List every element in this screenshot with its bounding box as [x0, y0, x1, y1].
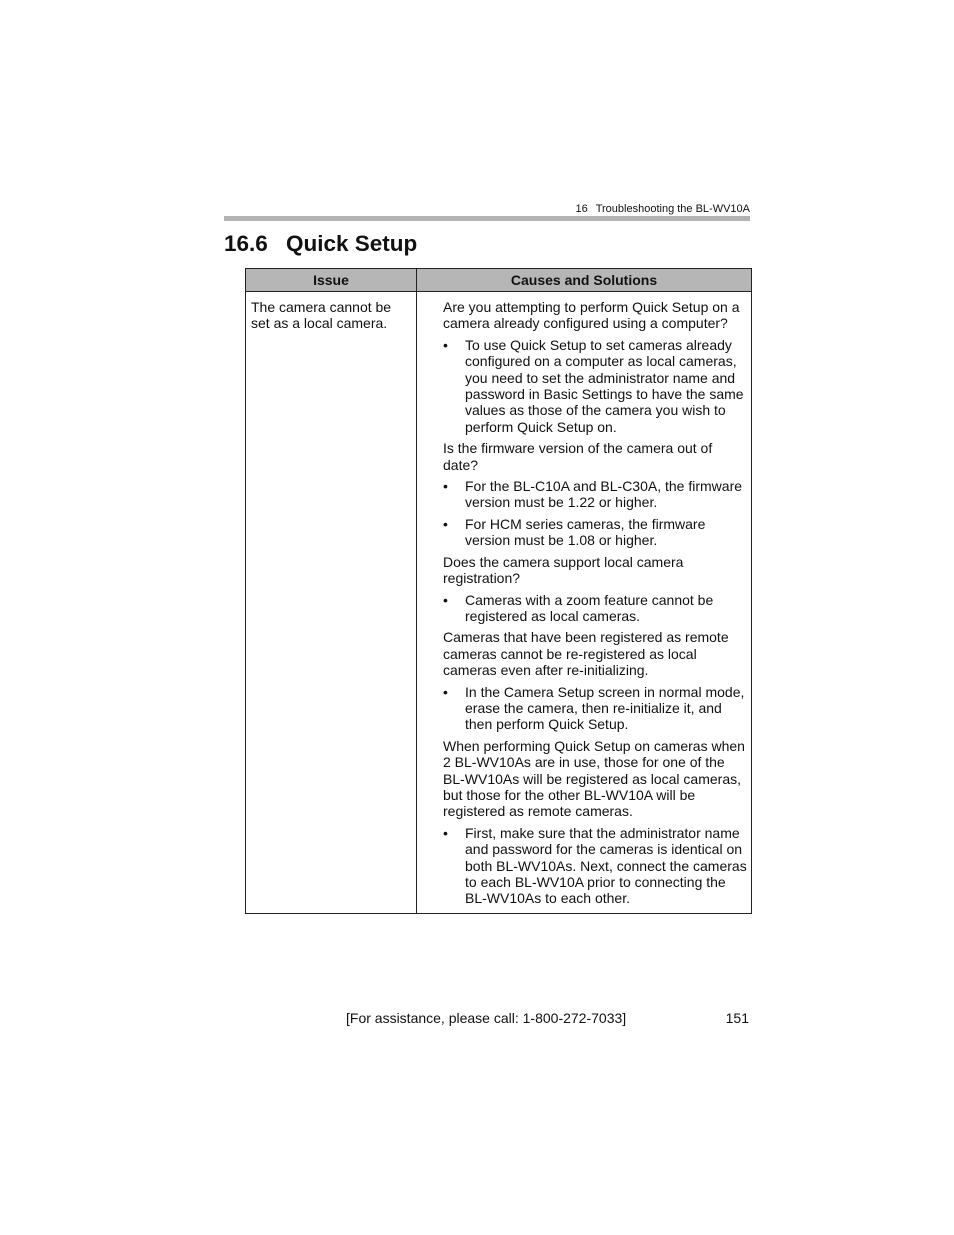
cause-statement: Cameras that have been registered as remote cameras cannot be re-registered as local cameras even after re-initializing. — [443, 629, 729, 679]
bullet-icon: • — [443, 591, 448, 608]
issue-cell: The camera cannot be set as a local camera. — [246, 292, 417, 914]
bullet-icon: • — [443, 824, 448, 841]
running-header — [224, 202, 750, 216]
header-rule — [224, 216, 750, 221]
column-header-issue: Issue — [246, 269, 417, 292]
section-title — [224, 229, 417, 259]
troubleshooting-table — [245, 268, 752, 914]
column-header-causes-solutions: Causes and Solutions — [417, 269, 752, 292]
solution-bullet — [443, 825, 747, 907]
table-row — [246, 292, 752, 914]
cause-question: Does the camera support local camera registration? — [443, 553, 684, 587]
cause-question: Is the firmware version of the camera out of date? — [443, 440, 713, 473]
solution-text: For HCM series cameras, the firmware version must be 1.08 or higher. — [465, 515, 706, 549]
bullet-icon: • — [443, 478, 448, 495]
bullet-icon: • — [443, 683, 448, 700]
solution-bullet — [443, 516, 747, 549]
solution-bullet — [443, 337, 747, 435]
cause-question: Are you attempting to perform Quick Setup on a camera already configured using a computer? — [443, 299, 740, 332]
solution-text: In the Camera Setup screen in normal mode, erase the camera, then re-initialize it, and then perform Quick Setup. — [465, 683, 745, 733]
solutions-cell — [417, 292, 752, 914]
section-title-text: Quick Setup — [286, 231, 418, 256]
section-number: 16.6 — [224, 231, 268, 256]
solution-text: Cameras with a zoom feature cannot be registered as local cameras. — [465, 591, 714, 624]
chapter-number: 16 — [575, 203, 588, 215]
solution-bullet — [443, 478, 747, 511]
solution-text: For the BL-C10A and BL-C30A, the firmware version must be 1.22 or higher. — [465, 478, 743, 511]
solution-bullet — [443, 592, 747, 625]
cause-statement: When performing Quick Setup on cameras when 2 BL-WV10As are in use, those for one of the BL-WV10As will be registered as local cameras, but those for the other BL-WV10A will be registered as remote cameras. — [443, 737, 745, 820]
bullet-icon: • — [443, 336, 448, 353]
bullet-icon: • — [443, 515, 448, 532]
solution-text: First, make sure that the administrator name and password for the cameras is identical on both BL-WV10As. Next, connect the cameras to each BL-WV10A prior to connecting the BL-WV10As to each other. — [465, 824, 747, 907]
chapter-title: Troubleshooting the BL-WV10A — [595, 203, 750, 215]
solution-text: To use Quick Setup to set cameras already configured on a computer as local cameras, you need to set the administrator name and password in Basic Settings to have the same values as those of the camera you wish to perform Quick Setup on. — [465, 336, 744, 435]
solution-bullet — [443, 684, 747, 733]
table-header-row — [246, 269, 752, 292]
page-number: 151 — [725, 1010, 749, 1026]
assistance-phone-footer: [For assistance, please call: 1-800-272-7033] — [346, 1010, 627, 1026]
